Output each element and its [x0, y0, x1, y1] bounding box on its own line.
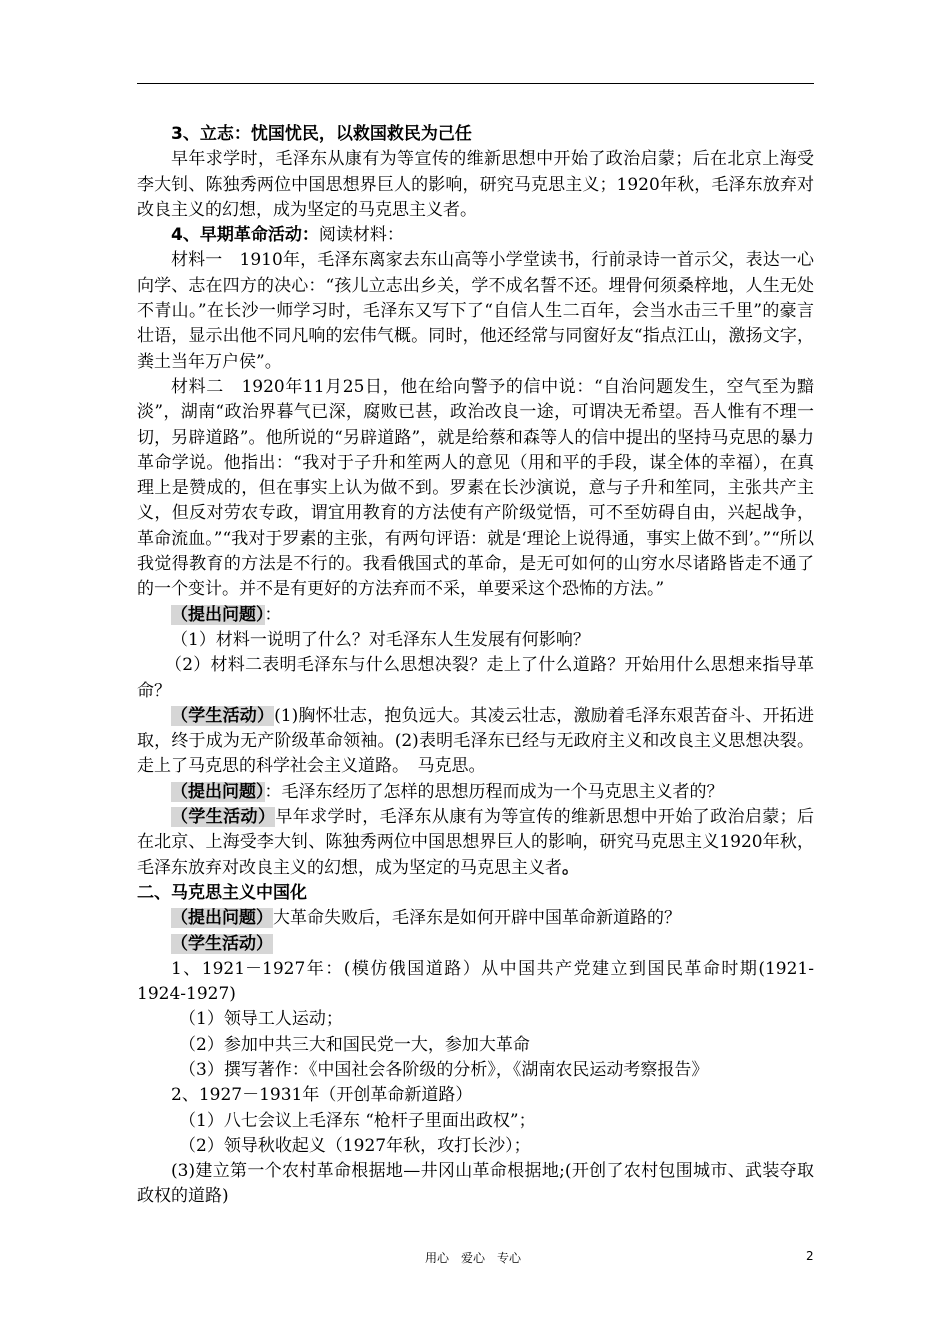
answer-text-1: (1)胸怀壮志，抱负远大。其凌云壮志，激励着毛泽东艰苦奋斗、开拓进取，终于成为无产阶级革命领袖。(2)表明毛泽东已经与无政府主义和改良主义思想决裂。走上了马克思的科学社会主义道路。 马克思。 [137, 705, 814, 777]
page-number: 2 [806, 1249, 814, 1263]
answer-block-1 [137, 704, 814, 780]
period-2-item: (3)建立第一个农村革命根据地—井冈山革命根据地;(开创了农村包围城市、武装夺取政权的道路) [137, 1161, 814, 1207]
period-2: 2、1927－1931年（开创革命新道路） [171, 1085, 473, 1106]
question-tag: （提出问题） [171, 908, 273, 929]
footer-motto: 用心 爱心 专心 [425, 1251, 522, 1265]
section-3-heading: 3、立志：忧国忧民，以救国救民为己任 [171, 124, 472, 144]
section-two-heading: 二、马克思主义中国化 [137, 882, 307, 903]
question-item-2: （2）材料二表明毛泽东与什么思想决裂？走上了什么道路？开始用什么思想来指导革命？ [137, 655, 814, 701]
question-block-2 [137, 780, 814, 805]
question-item-1: （1）材料一说明了什么？对毛泽东人生发展有何影响？ [171, 629, 590, 650]
question-tag: （提出问题） [171, 781, 265, 802]
period-1-item: （3）撰写著作：《中国社会各阶级的分析》，《湖南农民运动考察报告》 [179, 1059, 709, 1080]
question-text-3: 大革命失败后，毛泽东是如何开辟中国革命新道路的？ [273, 908, 681, 929]
header-rule [137, 83, 814, 84]
period-1: 1、1921－1927年：(模仿俄国道路）从中国共产党建立到国民革命时期(1921-1924-1927) [137, 958, 814, 1005]
student-activity-block [137, 932, 814, 957]
material-2: 材料二 1920年11月25日，他在给向警予的信中说：“自治问题发生，空气至为黯淡”，湖南“政治界暮气已深，腐败已甚，政治改良一途，可谓决无希望。吾人惟有不理一切，另辟道路”。他所说的“另辟道路”，就是给蔡和森等人的信中提出的坚持马克思的暴力革命学说。他指出：“我对于子升和笙两人的意见（用和平的手段，谋全体的幸福），在真理上是赞成的，但在事实上认为做不到。罗素在长沙演说，意与子升和笙同，主张共产主义，但反对劳农专政，谓宜用教育的方法使有产阶级觉悟，可不至妨碍自由，兴起战争，革命流血。”“我对于罗素的主张，有两句评语：就是‘理论上说得通，事实上做不到’。”“所以我觉得教育的方法是不行的。我看俄国式的革命，是无可如何的山穷水尽诸路皆走不通了的一个变计。并不是有更好的方法弃而不采，单要采这个恐怖的方法。” [137, 376, 814, 600]
student-activity-tag: （学生活动） [171, 807, 276, 828]
question-text-2: ：毛泽东经历了怎样的思想历程而成为一个马克思主义者的？ [264, 781, 724, 802]
period-1-item: （1）领导工人运动； [179, 1009, 343, 1030]
question-suffix: ： [264, 604, 282, 625]
document-body [137, 122, 814, 1210]
section-3-body: 早年求学时，毛泽东从康有为等宣传的维新思想中开始了政治启蒙；后在北京上海受李大钊、陈独秀两位中国思想界巨人的影响，研究马克思主义；1920年秋，毛泽东放弃对改良主义的幻想，成为坚定的马克思主义者。 [137, 149, 814, 220]
period-2-item: （1）八七会议上毛泽东 “枪杆子里面出政权”； [179, 1110, 536, 1131]
question-block-3 [137, 906, 814, 931]
section-4-title: 4、早期革命活动： [171, 225, 319, 246]
period-1-item: （2）参加中共三大和国民党一大，参加大革命 [179, 1034, 530, 1055]
question-tag: （提出问题） [171, 604, 265, 625]
answer-end: 。 [562, 857, 579, 878]
answer-text-2: 早年求学时，毛泽东从康有为等宣传的维新思想中开始了政治启蒙；后在北京、上海受李大钊、陈独秀两位中国思想界巨人的影响，研究马克思主义1920年秋，毛泽东放弃对改良主义的幻想，成为坚定的马克思主义者 [137, 807, 815, 878]
question-block-1 [137, 603, 814, 628]
section-4-heading [137, 223, 814, 248]
period-2-item: （2）领导秋收起义（1927年秋，攻打长沙）； [179, 1135, 531, 1156]
section-4-title-rest: 阅读材料： [318, 225, 404, 246]
student-activity-tag: （学生活动） [171, 933, 273, 954]
material-1: 材料一 1910年，毛泽东离家去东山高等小学堂读书，行前录诗一首示父，表达一心向学、志在四方的决心：“孩儿立志出乡关，学不成名誓不还。埋骨何须桑梓地，人生无处不青山。”在长沙一师学习时，毛泽东又写下了“自信人生二百年，会当水击三千里”的豪言壮语，显示出他不同凡响的宏伟气概。同时，他还经常与同窗好友“指点江山，激扬文字，粪土当年万户侯”。 [137, 250, 814, 372]
answer-block-2 [137, 805, 814, 881]
student-activity-tag: （学生活动） [171, 705, 275, 726]
